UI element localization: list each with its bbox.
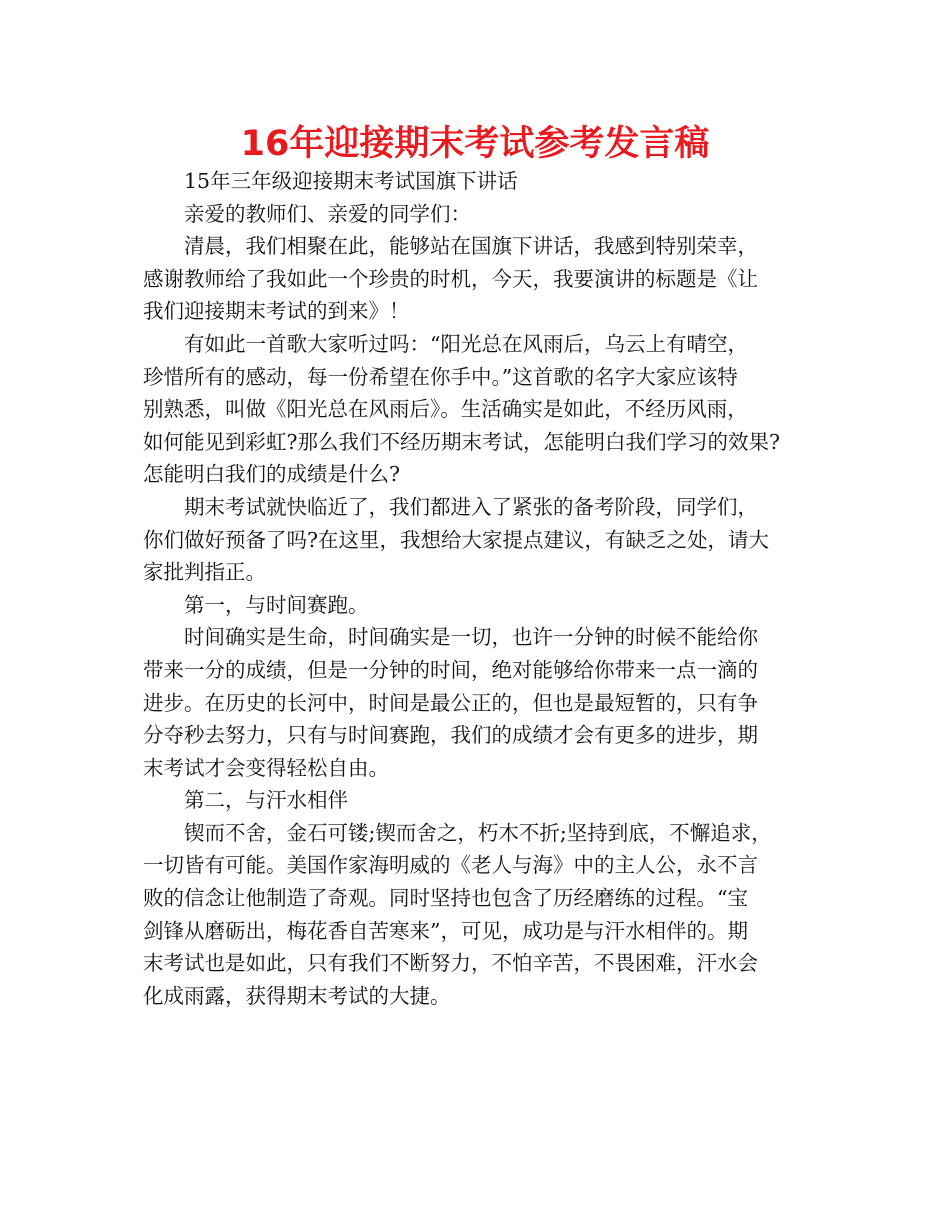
body-line: 珍惜所有的感动，每一份希望在你手中。”这首歌的名字大家应该特 (143, 364, 738, 389)
body-line: 15年三年级迎接期末考试国旗下讲话 (184, 169, 518, 193)
body-line: 怎能明白我们的成绩是什么? (143, 462, 400, 487)
body-line: 败的信念让他制造了奇观。同时坚持也包含了历经磨练的过程。“宝 (143, 886, 748, 911)
body-line: 带来一分的成绩，但是一分钟的时间，绝对能够给你带来一点一滴的 (143, 657, 758, 682)
body-line: 进步。在历史的长河中，时间是最公正的，但也是最短暂的，只有争 (143, 690, 758, 715)
body-line: 剑锋从磨砺出，梅花香自苦寒来”，可见，成功是与汗水相伴的。期 (143, 918, 748, 943)
body-line: 化成雨露，获得期末考试的大捷。 (143, 983, 451, 1008)
body-line: 分夺秒去努力，只有与时间赛跑，我们的成绩才会有更多的进步，期 (143, 723, 758, 748)
document-body (143, 165, 815, 1012)
body-line: 锲而不舍，金石可镂;锲而舍之，朽木不折;坚持到底，不懈追求， (184, 820, 772, 845)
body-line: 时间确实是生命，时间确实是一切，也许一分钟的时候不能给你 (184, 625, 758, 650)
body-line: 第二，与汗水相伴 (184, 788, 348, 813)
document-title: 16年迎接期末考试参考发言稿 (240, 124, 710, 164)
body-line: 一切皆有可能。美国作家海明威的《老人与海》中的主人公，永不言 (143, 853, 758, 878)
body-line: 别熟悉，叫做《阳光总在风雨后》。生活确实是如此，不经历风雨， (143, 397, 748, 422)
body-line: 有如此一首歌大家听过吗：“阳光总在风雨后，乌云上有晴空， (184, 331, 748, 356)
body-line: 感谢教师给了我如此一个珍贵的时机，今天，我要演讲的标题是《让 (143, 266, 758, 291)
body-line: 末考试才会变得轻松自由。 (143, 755, 389, 780)
body-line: 如何能见到彩虹?那么我们不经历期末考试，怎能明白我们学习的效果? (143, 429, 780, 454)
body-line: 你们做好预备了吗?在这里，我想给大家提点建议，有缺乏之处，请大 (143, 527, 769, 552)
body-line: 家批判指正。 (143, 560, 266, 585)
body-line: 清晨，我们相聚在此，能够站在国旗下讲话，我感到特别荣幸， (184, 234, 758, 259)
body-line: 我们迎接期末考试的到来》！ (143, 299, 410, 324)
body-line: 末考试也是如此，只有我们不断努力，不怕辛苦，不畏困难，汗水会 (143, 951, 758, 976)
body-line: 第一，与时间赛跑。 (184, 592, 369, 617)
body-line: 亲爱的教师们、亲爱的同学们： (184, 201, 471, 226)
body-line: 期末考试就快临近了，我们都进入了紧张的备考阶段，同学们， (184, 494, 758, 519)
